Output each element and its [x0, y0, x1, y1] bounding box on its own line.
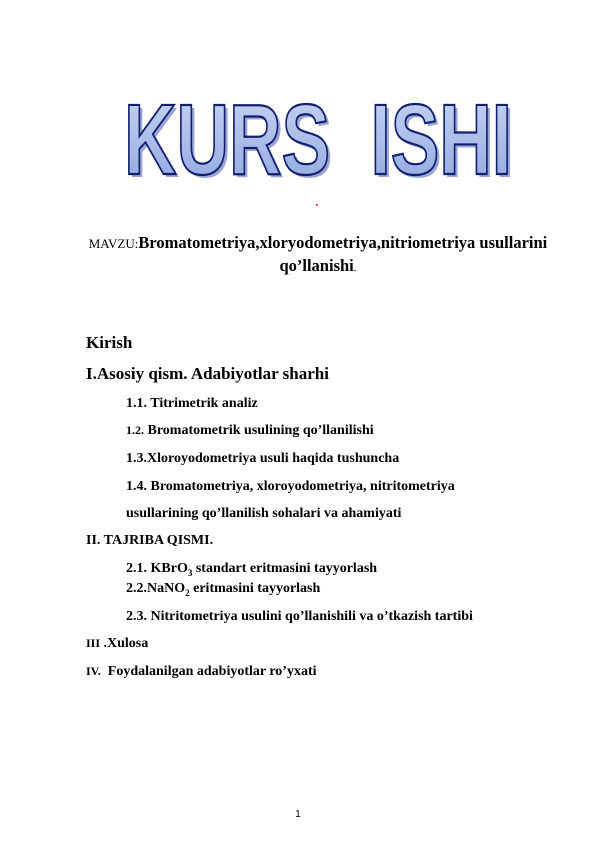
toc-part-1: I.Asosiy qism. Adabiyotlar sharhi	[86, 364, 329, 383]
toc-section-2-1-pre: 2.1. KBrO	[126, 561, 188, 576]
toc-part-2-text: TAJRIBA QISMI.	[103, 533, 214, 548]
topic-heading	[84, 232, 552, 279]
toc-intro: Kirish	[86, 333, 133, 352]
toc-section-1-4-line2: usullarining qo’llanilish sohalari va ahamiyati	[126, 506, 402, 521]
title-wordart-text: KURS ISHI	[124, 84, 512, 194]
toc-section-1-1: 1.1. Titrimetrik analiz	[126, 396, 258, 411]
topic-label: MAVZU:	[88, 236, 139, 251]
toc-section-1-4-line1: 1.4. Bromatometriya, xloroyodometriya, nitritometriya	[126, 479, 455, 494]
toc-part-4-text: Foydalanilgan adabiyotlar ro’yxati	[100, 664, 317, 679]
toc-part-3-number: III	[86, 636, 101, 650]
toc-section-2-1	[86, 561, 377, 578]
topic-period: .	[353, 262, 357, 274]
toc-part-2-number: II.	[86, 533, 101, 548]
toc-section-2-1-sub: 3	[187, 567, 193, 578]
toc-section-1-2-text: Bromatometrik usulining qo’llanilishi	[147, 423, 374, 438]
toc-part-4	[86, 664, 317, 680]
toc-section-2-3: 2.3. Nitritometriya usulini qo’llanishili va o’tkazish tartibi	[126, 609, 473, 624]
toc-part-4-number: IV.	[86, 664, 101, 678]
toc-section-1-2-number: 1.2.	[126, 423, 144, 437]
toc-section-2-2-post: eritmasini tayyorlash	[189, 581, 321, 596]
title-wordart-shadow: KURS ISHI	[127, 87, 515, 194]
toc-section-1-3: 1.3.Xloroyodometriya usuli haqida tushuncha	[126, 451, 400, 466]
toc-section-2-1-post: standart eritmasini tayyorlash	[192, 561, 378, 576]
decorative-dot	[316, 204, 318, 206]
title-wordart	[108, 84, 528, 194]
page-number: 1	[295, 809, 301, 820]
toc-section-1-2	[86, 423, 374, 439]
toc-section-2-2	[86, 581, 320, 598]
toc-section-2-2-sub: 2	[185, 587, 190, 598]
toc-section-2-2-pre: 2.2.NaNO	[126, 581, 186, 596]
toc-part-3	[86, 636, 148, 652]
toc-part-2	[86, 533, 213, 549]
topic-text: Bromatometriya,xloryodometriya,nitriometriya usullarini qo’llanishi	[138, 233, 548, 275]
toc-part-3-text: .Xulosa	[100, 636, 149, 651]
